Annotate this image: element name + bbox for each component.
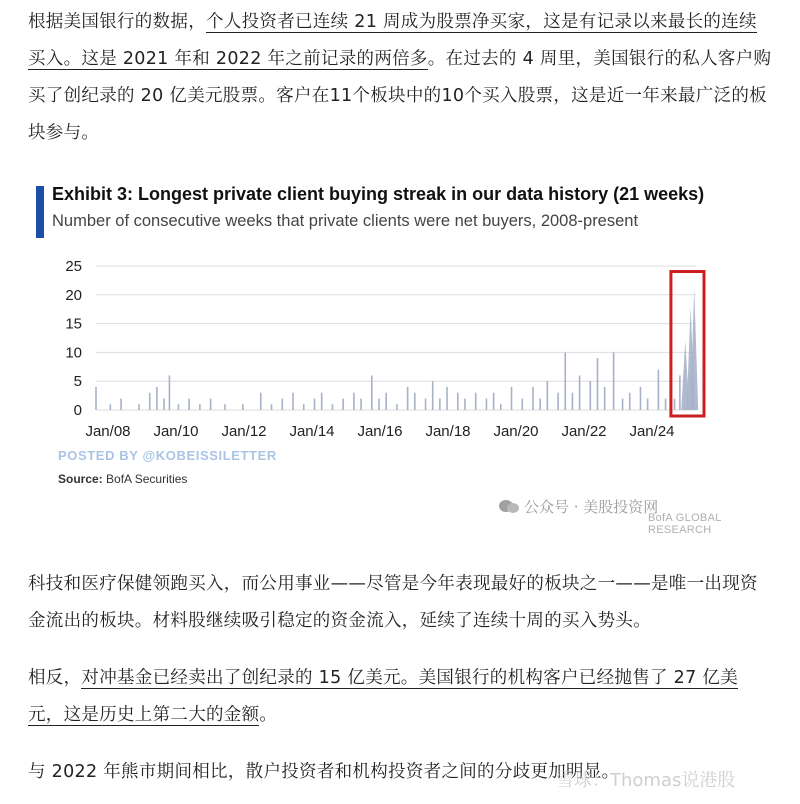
- data-bar: [604, 387, 606, 410]
- y-tick-label: 20: [65, 286, 82, 304]
- data-bar: [590, 381, 592, 410]
- posted-by-label: POSTED BY @KOBEISSILETTER: [58, 448, 277, 463]
- data-bar: [613, 352, 615, 410]
- data-bar: [629, 393, 631, 410]
- data-bar: [640, 387, 642, 410]
- data-bar: [521, 398, 523, 410]
- data-bar: [647, 398, 649, 410]
- data-bar: [475, 393, 477, 410]
- data-bar: [163, 398, 165, 410]
- data-bar: [432, 381, 434, 410]
- data-bar: [493, 393, 495, 410]
- data-bar: [674, 398, 676, 410]
- data-bar: [210, 398, 212, 410]
- intro-text-rest: 。在过去的 4 周里，美国银行的私人客户购买了创纪录的 20 亿美元股票。客户在11个板块中的10个买入股票，这是近一年来最广泛的板块参与。: [28, 49, 772, 143]
- exhibit-subtitle: Number of consecutive weeks that private clients were net buyers, 2008-present: [52, 212, 639, 230]
- data-bar: [532, 387, 534, 410]
- data-bar: [242, 404, 244, 410]
- data-bar: [446, 387, 448, 410]
- data-bar: [281, 398, 283, 410]
- data-bar: [342, 398, 344, 410]
- data-bar: [360, 398, 362, 410]
- data-bar: [500, 404, 502, 410]
- y-tick-label: 25: [65, 258, 82, 275]
- data-bar: [271, 404, 273, 410]
- exhibit-title: Exhibit 3: Longest private client buying streak in our data history (21 weeks): [52, 184, 705, 204]
- x-tick-label: Jan/20: [493, 423, 539, 440]
- data-bar: [572, 393, 574, 410]
- bar-chart: [32, 252, 732, 442]
- x-tick-label: Jan/24: [629, 423, 675, 440]
- data-bar: [321, 393, 323, 410]
- data-bar: [658, 370, 660, 410]
- data-bar: [557, 393, 559, 410]
- data-bar: [457, 393, 459, 410]
- wechat-watermark-text: 公众号 · 美股投资网: [524, 498, 659, 516]
- y-tick-label: 15: [65, 315, 82, 333]
- chart-bars: [95, 289, 698, 410]
- data-bar: [371, 375, 373, 410]
- x-tick-label: Jan/18: [425, 423, 471, 440]
- data-bar: [414, 393, 416, 410]
- paragraph-divergence: 与 2022 年熊市期间相比，散户投资者和机构投资者之间的分歧更加明显。: [28, 762, 620, 782]
- data-bar: [224, 404, 226, 410]
- data-bar: [138, 404, 140, 410]
- x-tick-label: Jan/22: [561, 423, 607, 440]
- data-bar: [110, 404, 112, 410]
- y-tick-label: 5: [73, 373, 82, 391]
- exhibit-accent-bar: [36, 186, 44, 238]
- x-tick-label: Jan/12: [221, 423, 267, 440]
- source-label: Source:: [58, 472, 103, 486]
- data-bar: [597, 358, 599, 410]
- paragraph-intro: [28, 4, 773, 152]
- data-bar: [679, 375, 681, 410]
- paragraph-sectors: 科技和医疗保健领跑买入，而公用事业——尽管是今年表现最好的板块之一——是唯一出现资金流出的板块。材料股继续吸引稳定的资金流入，延续了连续十周的买入势头。: [28, 574, 758, 631]
- hedge-highlight-underlined: 对冲基金已经卖出了创纪录的 15 亿美元。美国银行的机构客户已经抛售了 27 亿美元，这是历史上第二大的金额: [28, 668, 738, 725]
- data-bar: [378, 398, 380, 410]
- chart-gridlines: [96, 266, 696, 410]
- data-bar: [579, 375, 581, 410]
- wechat-icon: [498, 499, 520, 514]
- data-bar: [303, 404, 305, 410]
- intro-highlight-underlined: 个人投资者已连续 21 周成为股票净买家，这是有记录以来最长的连续买入。这是 2021 年和 2022 年之前记录的两倍多: [28, 12, 757, 69]
- exhibit-figure: [32, 182, 752, 542]
- data-bar: [332, 404, 334, 410]
- data-bar: [169, 375, 171, 410]
- data-bar: [156, 387, 158, 410]
- data-bar: [425, 398, 427, 410]
- data-bar: [547, 381, 549, 410]
- data-bar: [188, 398, 190, 410]
- intro-text-lead: 根据美国银行的数据，: [28, 12, 206, 32]
- x-tick-label: Jan/14: [289, 423, 335, 440]
- x-tick-label: Jan/16: [357, 423, 403, 440]
- data-bar: [292, 393, 294, 410]
- source-note: [58, 472, 187, 486]
- xueqiu-watermark: 雪球：Thomas说港股: [556, 770, 736, 791]
- data-bar: [149, 393, 151, 410]
- data-bar: [95, 387, 97, 410]
- chart-x-ticks: [85, 423, 674, 440]
- x-tick-label: Jan/08: [85, 423, 131, 440]
- data-bar: [314, 398, 316, 410]
- data-bar: [407, 387, 409, 410]
- hedge-text-lead: 相反，: [28, 668, 82, 688]
- data-bar: [439, 398, 441, 410]
- data-bar: [353, 393, 355, 410]
- y-tick-label: 10: [65, 344, 82, 362]
- data-bar: [385, 393, 387, 410]
- data-bar: [120, 398, 122, 410]
- source-value: BofA Securities: [106, 472, 188, 486]
- data-bar: [622, 398, 624, 410]
- data-bar: [511, 387, 513, 410]
- data-bar: [178, 404, 180, 410]
- data-bar: [665, 398, 667, 410]
- bofa-research-mark: BofA GLOBAL RESEARCH: [648, 512, 722, 536]
- data-bar: [464, 398, 466, 410]
- x-tick-label: Jan/10: [153, 423, 199, 440]
- y-tick-label: 0: [73, 402, 82, 419]
- data-bar: [396, 404, 398, 410]
- chart-y-ticks: [65, 258, 82, 419]
- hedge-text-end: 。: [259, 705, 278, 725]
- data-bar: [199, 404, 201, 410]
- data-bar: [539, 398, 541, 410]
- data-bar: [486, 398, 488, 410]
- paragraph-hedge-funds: [28, 660, 773, 734]
- data-bar: [260, 393, 262, 410]
- wechat-watermark: [498, 496, 658, 517]
- data-bar: [564, 352, 566, 410]
